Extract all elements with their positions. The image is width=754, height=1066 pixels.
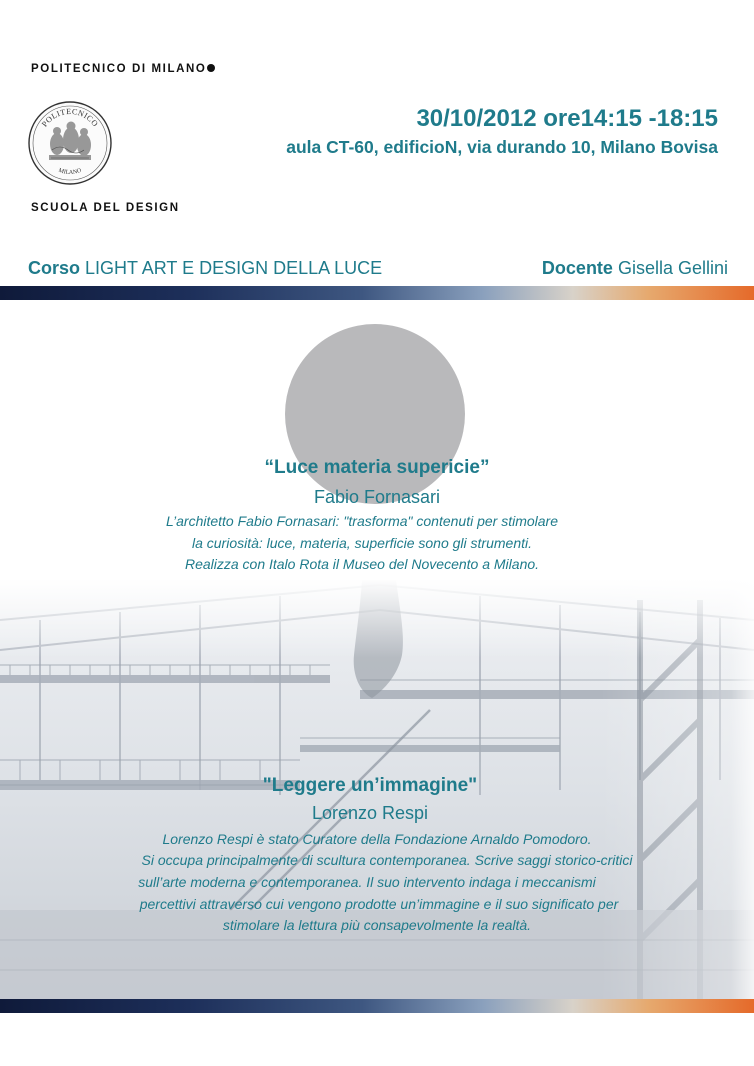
talk-1-description-line-3: Realizza con Italo Rota il Museo del Novecento a Milano.	[184, 556, 540, 572]
talk-1-description-line-2: la curiosità: luce, materia, superficie sono gli strumenti.	[191, 535, 533, 551]
course-line	[28, 258, 382, 279]
institution-name-text: POLITECNICO DI MILANO	[31, 63, 207, 75]
top-gradient-bar	[0, 286, 754, 300]
seal-text-top: POLITECNICO	[39, 106, 101, 129]
talk-1-speaker: Fabio Fornasari	[313, 487, 441, 507]
talk-2-description-line-2: Si occupa principalmente di scultura contemporanea. Scrive saggi storico-critici	[141, 852, 633, 868]
talk-2-description-line-5: stimolare la lettura più consapevolmente la realtà.	[222, 917, 532, 933]
teacher-name: Gisella Gellini	[617, 258, 728, 278]
talk-2-description-line-3: sull’arte moderna e contemporanea. Il suo intervento indaga i meccanismi	[138, 874, 596, 890]
event-location: aula CT-60, edificioN, via durando 10, Milano Bovisa	[286, 137, 718, 157]
university-seal-icon	[27, 100, 113, 186]
event-date-time: 30/10/2012 ore14:15 -18:15	[416, 105, 718, 132]
talk-2-description-line-1: Lorenzo Respi è stato Curatore della Fondazione Arnaldo Pomodoro.	[162, 831, 592, 847]
talk-1-description-line-1: L’architetto Fabio Fornasari: "trasforma" contenuti per stimolare	[166, 513, 558, 529]
talk-2-description-line-4: percettivi attraverso cui vengono prodotte un’immagine e il suo significato per	[139, 896, 619, 912]
school-name: SCUOLA DEL DESIGN	[31, 202, 180, 214]
teacher-label: Docente	[541, 258, 613, 278]
institution-name	[31, 63, 215, 75]
logo-dot-icon	[207, 64, 215, 72]
talk-2-title: "Leggere un’immagine"	[262, 775, 478, 796]
teacher-line	[542, 258, 728, 279]
bottom-gradient-bar	[0, 999, 754, 1013]
seal-text-bottom: MILANO	[57, 167, 83, 177]
course-name: LIGHT ART E DESIGN DELLA LUCE	[85, 258, 383, 278]
course-label: Corso	[28, 258, 81, 278]
talk-2-speaker: Lorenzo Respi	[311, 803, 429, 823]
talk-1-title: “Luce materia supericie”	[264, 457, 490, 478]
photo-top-fade	[0, 578, 754, 658]
